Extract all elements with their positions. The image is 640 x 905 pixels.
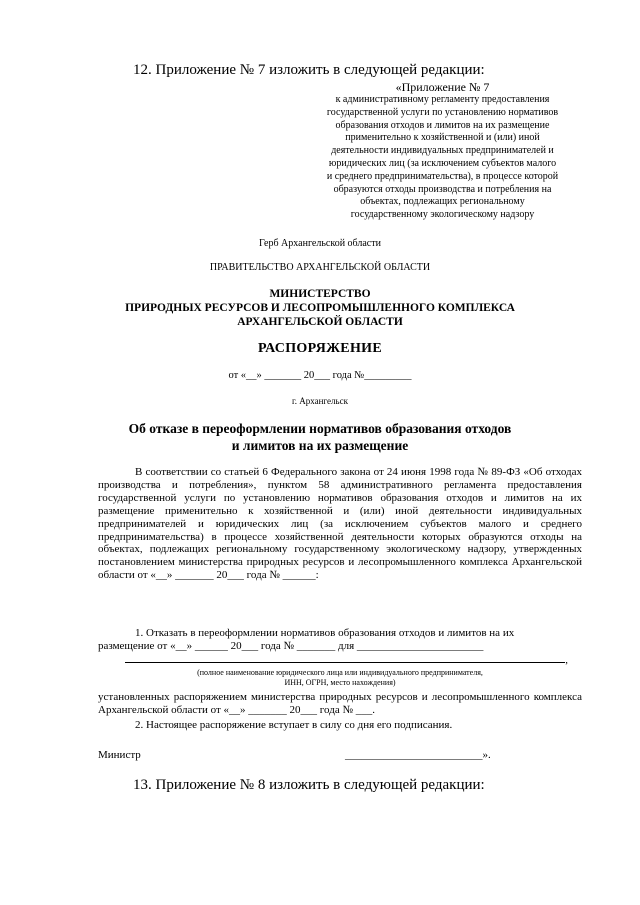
appendix-line: государственной услуги по установлению нормативов: [326, 106, 559, 118]
government-name: ПРАВИТЕЛЬСТВО АРХАНГЕЛЬСКОЙ ОБЛАСТИ: [209, 262, 431, 273]
caption-line: (полное наименование юридического лица или индивидуального предпринимателя,: [197, 668, 483, 677]
item-13-heading: 13. Приложение № 8 изложить в следующей редакции:: [133, 777, 485, 793]
recipient-caption: [98, 668, 582, 688]
ministry-line: АРХАНГЕЛЬСКОЙ ОБЛАСТИ: [237, 316, 403, 328]
appendix-line: и среднего предпринимательства), в процессе которой: [326, 170, 559, 182]
preamble-paragraph: В соответствии со статьей 6 Федерального закона от 24 июня 1998 года № 89-ФЗ «Об отходах производства и потребления», пунктом 58 административного регламента предоставления государственной услуги по установлению нормативов образования отходов и лимитов на их размещение применительно к хозяйственной и (или) иной деятельности индивидуальных предпринимателей и юридических лиц (за исключением субъектов малого и среднего предпринимательства) в процессе хозяйственной деятельности которых образуются отходы на объектах, подлежащих региональному государственному экологическому надзору, утвержденных постановлением министерства природных ресурсов и лесопромышленного комплекса Архангельской области от «__» _______ 20___ года № ______:: [98, 466, 582, 582]
ministry-line: МИНИСТЕРСТВО: [269, 288, 371, 300]
appendix-line: деятельности индивидуальных предпринимателей и: [331, 145, 554, 157]
point-1-line-1: 1. Отказать в переоформлении нормативов образования отходов и лимитов на их: [135, 627, 515, 639]
appendix-line: юридических лиц (за исключением субъектов малого: [328, 157, 557, 169]
item-12-heading: 12. Приложение № 7 изложить в следующей редакции:: [133, 62, 485, 78]
appendix-title: «Приложение № 7: [395, 80, 490, 94]
signature-line: _________________________».: [345, 749, 491, 761]
document-type: РАСПОРЯЖЕНИЕ: [258, 341, 382, 356]
point-1-continuation: установленных распоряжением министерства природных ресурсов и лесопромышленного комплекса Архангельской области от «__» _______ 20___ года № ___.: [98, 691, 582, 716]
appendix-line: государственному экологическому надзору: [350, 209, 535, 221]
point-1-line-2: размещение от «__» ______ 20___ года № _______ для _______________________: [98, 640, 484, 652]
appendix-line: к административному регламенту предоставления: [335, 94, 550, 105]
recipient-fill-line: ,: [98, 651, 568, 667]
caption-line: ИНН, ОГРН, место нахождения): [284, 678, 396, 687]
city-name: г. Архангельск: [292, 396, 348, 406]
subject-line: Об отказе в переоформлении нормативов образования отходов: [128, 421, 512, 436]
appendix-line: образования отходов и лимитов на их размещение: [335, 119, 550, 131]
coat-of-arms-placeholder: Герб Архангельской области: [259, 238, 381, 249]
appendix-line: образуются отходы производства и потребления на: [333, 183, 552, 195]
appendix-block: [300, 80, 585, 222]
ministry-line: ПРИРОДНЫХ РЕСУРСОВ И ЛЕСОПРОМЫШЛЕННОГО КОМПЛЕКСА: [125, 302, 515, 314]
point-2: 2. Настоящее распоряжение вступает в силу со дня его подписания.: [135, 719, 453, 731]
subject-line: и лимитов на их размещение: [231, 438, 409, 453]
date-number-line: от «__» _______ 20___ года №_________: [228, 370, 412, 381]
appendix-line: применительно к хозяйственной и (или) иной: [345, 132, 540, 144]
appendix-line: объектах, подлежащих региональному: [360, 196, 525, 208]
signature-label: Министр: [98, 749, 141, 761]
ministry-name: [0, 287, 640, 329]
document-subject: [0, 420, 640, 454]
